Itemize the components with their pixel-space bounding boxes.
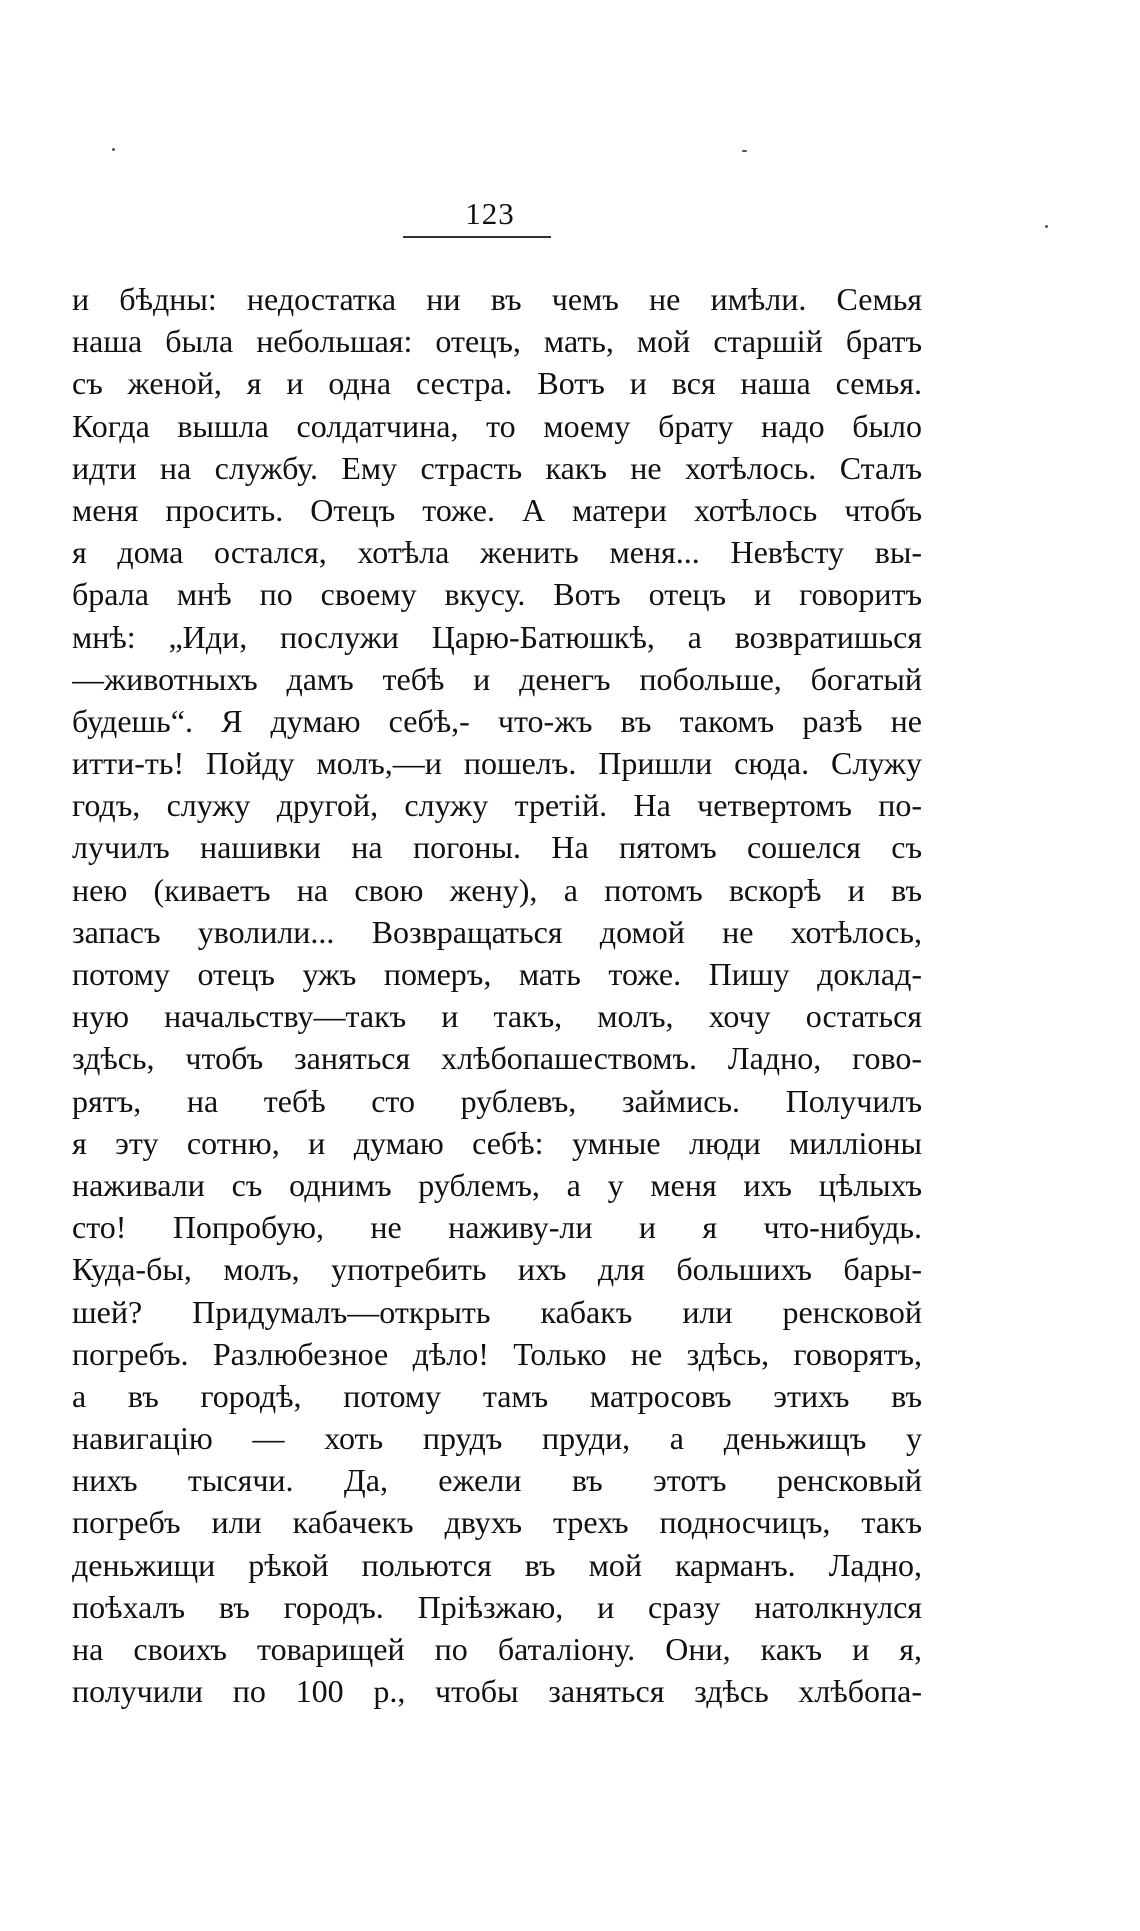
text-line: идти на службу. Ему страсть какъ не хотѣлось. Сталъ [72, 449, 922, 486]
text-line: лучилъ нашивки на погоны. На пятомъ сошелся съ [72, 829, 922, 866]
text-line: я эту сотню, и думаю себѣ: умные люди милліоны [72, 1124, 922, 1161]
text-line: и бѣдны: недостатка ни въ чемъ не имѣли. Семья [72, 281, 922, 317]
text-line: рятъ, на тебѣ сто рублевъ, займись. Получилъ [72, 1082, 922, 1119]
text-line: нихъ тысячи. Да, ежели въ этотъ ренсковый [72, 1462, 922, 1499]
text-line: сто! Попробую, не наживу-ли и я что-нибудь. [72, 1209, 922, 1246]
text-line: —животныхъ дамъ тебѣ и денегъ побольше, богатый [72, 660, 922, 697]
text-line: брала мнѣ по своему вкусу. Вотъ отецъ и говоритъ [72, 576, 922, 613]
text-line: наша была небольшая: отецъ, мать, мой старшій братъ [72, 323, 922, 360]
text-line: будешь“. Я думаю себѣ,- что-жъ въ такомъ разѣ не [72, 702, 922, 739]
text-line: Куда-бы, молъ, употребить ихъ для большихъ бары- [72, 1251, 922, 1288]
text-line: получили по 100 р., чтобы заняться здѣсь хлѣбопа- [72, 1673, 922, 1710]
text-line: нею (киваетъ на свою жену), а потомъ вскорѣ и въ [72, 871, 922, 908]
text-line: погребъ. Разлюбезное дѣло! Только не здѣсь, говорятъ, [72, 1335, 922, 1372]
paper-speck [742, 150, 747, 152]
text-line: итти-ть! Пойду молъ,—и пошелъ. Пришли сюда. Служу [72, 745, 922, 782]
page-number-rule [403, 236, 551, 238]
text-line: Когда вышла солдатчина, то моему брату надо было [72, 407, 922, 444]
text-line: поѣхалъ въ городъ. Пріѣзжаю, и сразу натолкнулся [72, 1588, 922, 1625]
body-text [72, 278, 922, 1712]
text-line: на своихъ товарищей по баталіону. Они, какъ и я, [72, 1631, 922, 1667]
paper-speck [112, 148, 115, 151]
text-line: годъ, служу другой, служу третій. На четвертомъ по- [72, 787, 922, 824]
text-line: я дома остался, хотѣла женить меня... Невѣсту вы- [72, 534, 922, 571]
text-line: навигацію — хоть прудъ пруди, а деньжищъ у [72, 1420, 922, 1457]
text-line: потому отецъ ужъ померъ, мать тоже. Пишу доклад- [72, 956, 922, 992]
text-line: ную начальству—такъ и такъ, молъ, хочу остаться [72, 998, 922, 1035]
text-line: запасъ уволили... Возвращаться домой не хотѣлось, [72, 913, 922, 950]
page-number: 123 [465, 196, 515, 231]
text-line: здѣсь, чтобъ заняться хлѣбопашествомъ. Ладно, гово- [72, 1040, 922, 1077]
text-line: мнѣ: „Иди, послужи Царю-Батюшкѣ, а возвратишься [72, 618, 922, 655]
text-line: погребъ или кабачекъ двухъ трехъ подносчицъ, такъ [72, 1504, 922, 1541]
text-line: а въ городѣ, потому тамъ матросовъ этихъ въ [72, 1377, 922, 1414]
text-line: шей? Придумалъ—открыть кабакъ или ренсковой [72, 1293, 922, 1330]
text-line: меня просить. Отецъ тоже. А матери хотѣлось чтобъ [72, 491, 922, 528]
paper-speck [1045, 225, 1048, 228]
text-line: деньжищи рѣкой польются въ мой карманъ. Ладно, [72, 1546, 922, 1583]
text-line: съ женой, я и одна сестра. Вотъ и вся наша семья. [72, 365, 922, 402]
text-line: наживали съ однимъ рублемъ, а у меня ихъ цѣлыхъ [72, 1166, 922, 1203]
